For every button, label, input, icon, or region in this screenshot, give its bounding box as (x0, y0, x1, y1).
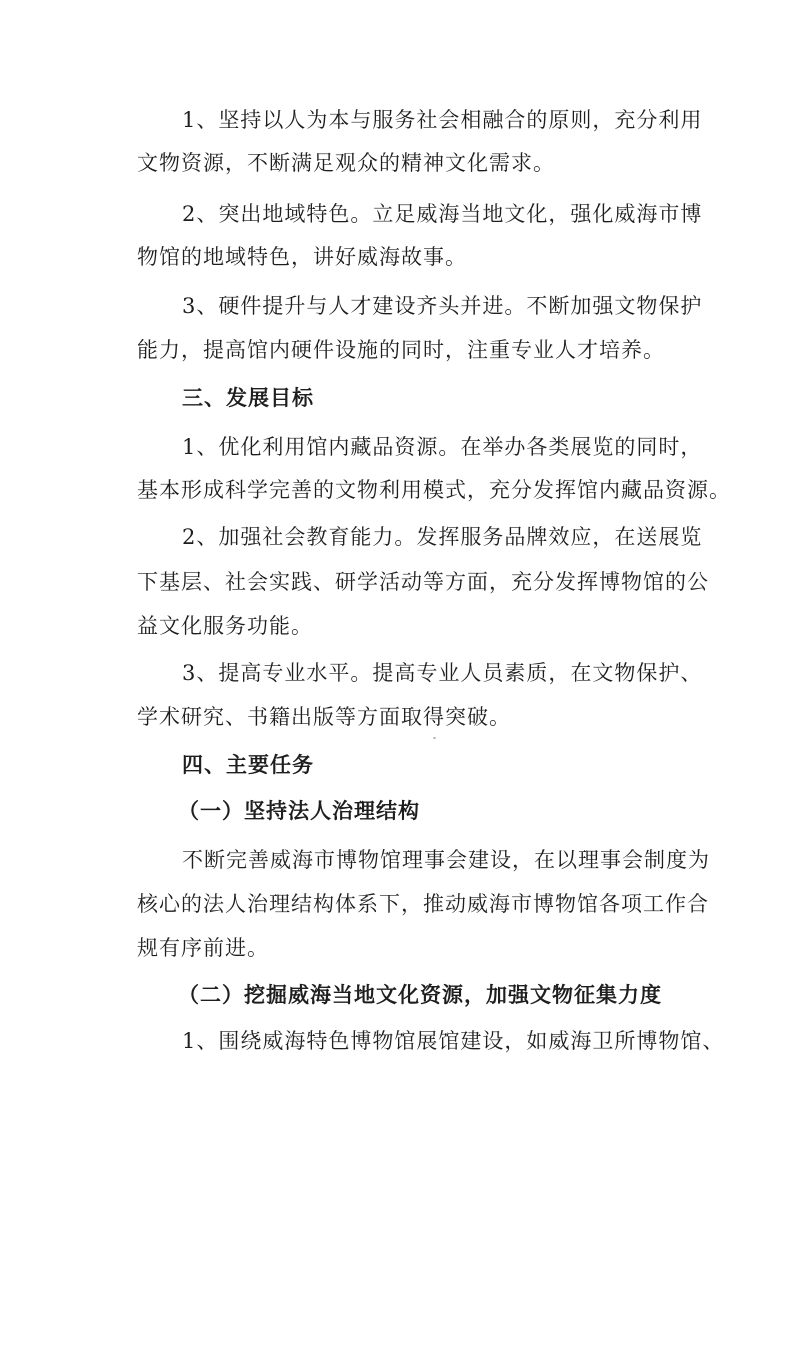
paragraph-line: 规有序前进。 (137, 936, 269, 960)
paragraph-line: 学术研究、书籍出版等方面取得突破。 (137, 705, 511, 729)
paragraph-line: 2、加强社会教育能力。发挥服务品牌效应，在送展览 (182, 525, 703, 549)
paragraph-line: 下基层、社会实践、研学活动等方面，充分发挥博物馆的公 (137, 570, 709, 594)
paragraph-line: 3、提高专业水平。提高专业人员素质，在文物保护、 (182, 661, 703, 685)
paragraph-line: 文物资源，不断满足观众的精神文化需求。 (137, 151, 555, 175)
paragraph-line: 核心的法人治理结构体系下，推动威海市博物馆各项工作合 (137, 892, 709, 916)
paragraph-line: 基本形成科学完善的文物利用模式，充分发挥馆内藏品资源。 (137, 478, 731, 502)
paragraph-line: 不断完善威海市博物馆理事会建设，在以理事会制度为 (182, 848, 710, 872)
paragraph-line: 2、突出地域特色。立足威海当地文化，强化威海市博 (182, 202, 703, 226)
paragraph-line: 1、优化利用馆内藏品资源。在举办各类展览的同时， (182, 435, 703, 459)
paragraph-line: 1、围绕威海特色博物馆展馆建设，如威海卫所博物馆、 (182, 1029, 725, 1053)
subsection-heading: （一）坚持法人治理结构 (178, 798, 420, 823)
paragraph-line: 益文化服务功能。 (137, 614, 313, 638)
section-heading: 三、发展目标 (182, 386, 314, 410)
paragraph-line: 1、坚持以人为本与服务社会相融合的原则，充分利用 (182, 108, 703, 132)
subsection-heading: （二）挖掘威海当地文化资源，加强文物征集力度 (178, 982, 662, 1007)
paragraph-line: 3、硬件提升与人才建设齐头并进。不断加强文物保护 (182, 294, 703, 318)
paragraph-line: 能力，提高馆内硬件设施的同时，注重专业人才培养。 (137, 338, 665, 362)
paragraph-line: 物馆的地域特色，讲好威海故事。 (137, 245, 467, 269)
section-heading: 四、主要任务 (182, 753, 314, 777)
scan-speck (433, 737, 436, 739)
